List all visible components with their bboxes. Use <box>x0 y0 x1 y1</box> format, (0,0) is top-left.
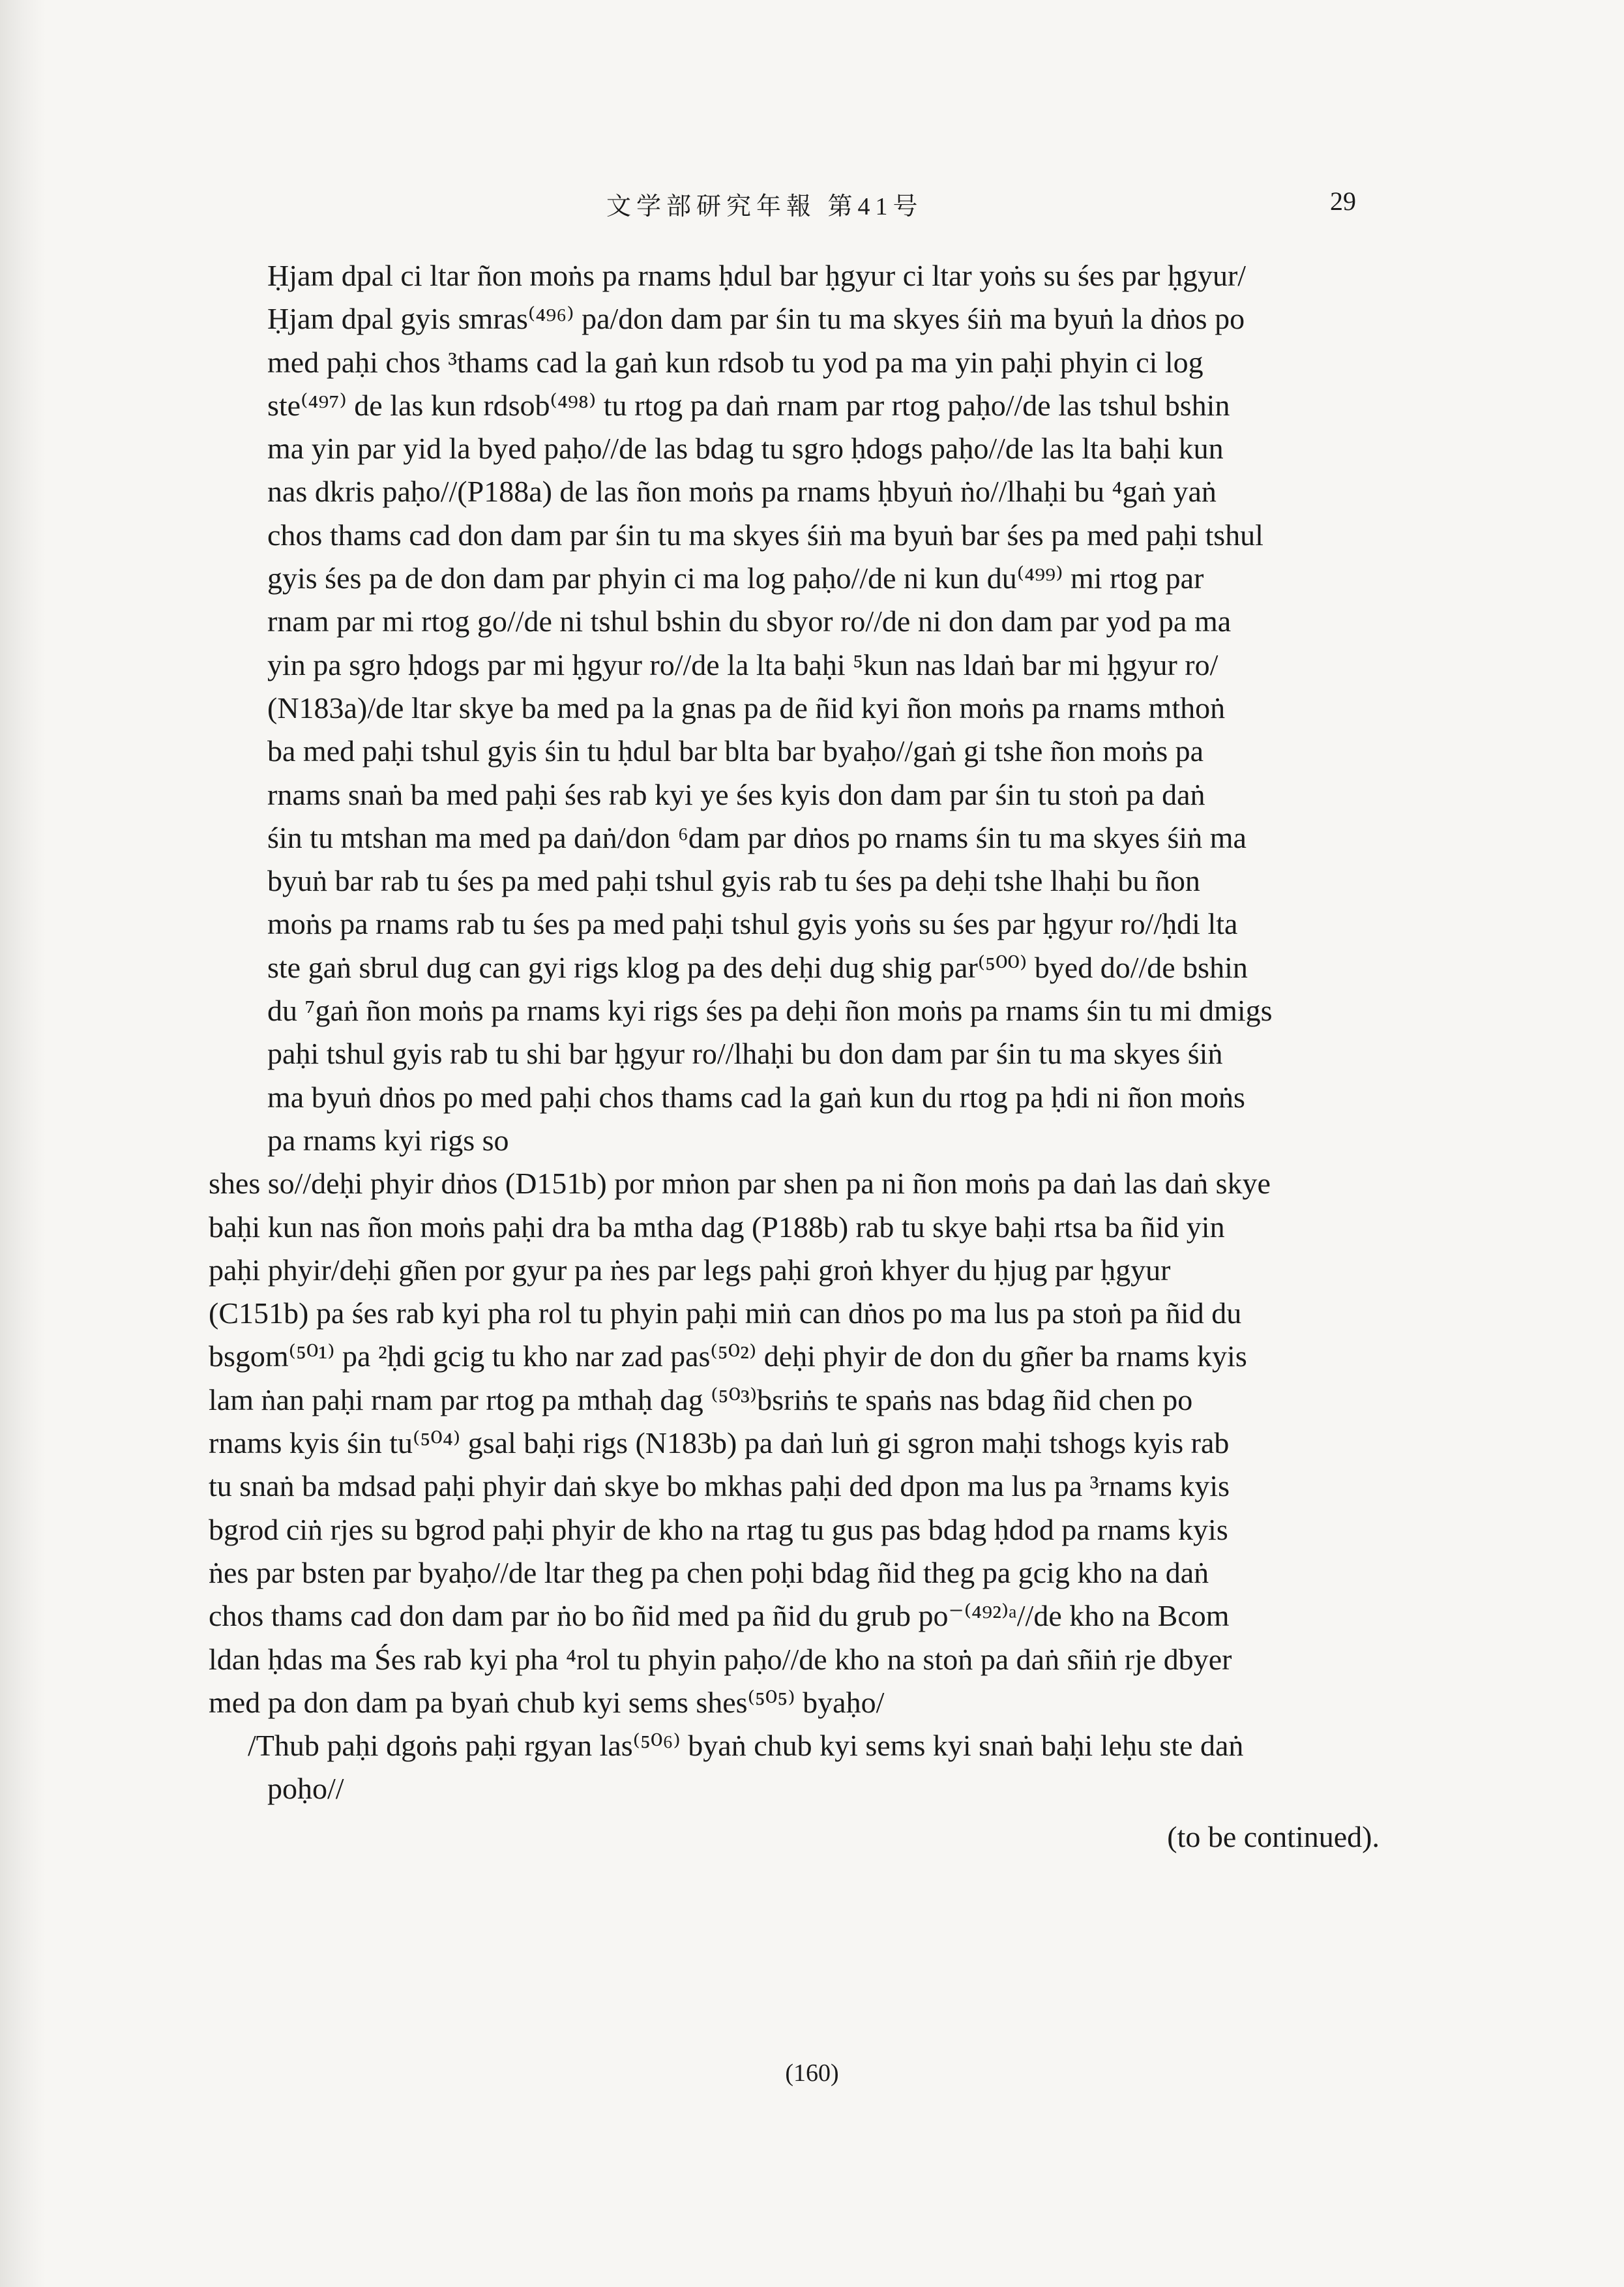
text-line: Ḥjam dpal ci ltar ñon moṅs pa rnams ḥdul bar ḥgyur ci ltar yoṅs su śes par ḥgyur/ <box>267 259 1247 292</box>
text-line: ṅes par bsten par byaḥo//de ltar theg pa chen poḥi bdag ñid theg pa gcig kho na daṅ <box>209 1555 1209 1589</box>
header-page-number: 29 <box>1330 187 1356 216</box>
text-line: nas dkris paḥo//(P188a) de las ñon moṅs pa rnams ḥbyuṅ ṅo//lhaḥi bu ⁴gaṅ yaṅ <box>267 475 1217 509</box>
text-line: pa rnams kyi rigs so <box>267 1123 509 1157</box>
text-line: med paḥi chos ³thams cad la gaṅ kun rdsob tu yod pa ma yin paḥi phyin ci log <box>267 345 1203 379</box>
text-line: rnams kyis śin tu⁽⁵⁰⁴⁾ gsal baḥi rigs (N183b) pa daṅ luṅ gi sgron maḥi tshogs kyis rab <box>209 1426 1230 1460</box>
continued-note: (to be continued). <box>1167 1820 1380 1853</box>
text-line: yin pa sgro ḥdogs par mi ḥgyur ro//de la lta baḥi ⁵kun nas ldaṅ bar mi ḥgyur ro/ <box>267 648 1218 681</box>
text-line: tu snaṅ ba mdsad paḥi phyir daṅ skye bo mkhas paḥi ded dpon ma lus pa ³rnams kyis <box>209 1469 1230 1503</box>
journal-title: 文学部研究年報 第41号 <box>606 193 923 220</box>
scan-edge-shadow <box>0 0 46 2287</box>
text-line: Ḥjam dpal gyis smras⁽⁴⁹⁶⁾ pa/don dam par śin tu ma skyes śiṅ ma byuṅ la dṅos po <box>267 302 1245 336</box>
text-line: (C151b) pa śes rab kyi pha rol tu phyin paḥi miṅ can dṅos po ma lus pa stoṅ pa ñid du <box>209 1296 1242 1330</box>
text-line: byuṅ bar rab tu śes pa med paḥi tshul gyis rab tu śes pa deḥi tshe lhaḥi bu ñon <box>267 864 1200 898</box>
text-line: du ⁷gaṅ ñon moṅs pa rnams kyi rigs śes pa deḥi ñon moṅs pa rnams śin tu mi dmigs <box>267 994 1273 1028</box>
text-line: med pa don dam pa byaṅ chub kyi sems shes⁽⁵⁰⁵⁾ byaḥo/ <box>209 1685 885 1719</box>
text-line: (N183a)/de ltar skye ba med pa la gnas pa de ñid kyi ñon moṅs pa rnams mthoṅ <box>267 691 1226 725</box>
text-line: rnams snaṅ ba med paḥi śes rab kyi ye śes kyis don dam par śin tu stoṅ pa daṅ <box>267 777 1205 811</box>
text-line: chos thams cad don dam par ṅo bo ñid med pa ñid du grub po⁻⁽⁴⁹²⁾ᵃ//de kho na Bcom <box>209 1599 1230 1633</box>
text-line: lam ṅan paḥi rnam par rtog pa mthaḥ dag ⁽⁵⁰³⁾bsriṅs te spaṅs nas bdag ñid chen po <box>209 1383 1193 1416</box>
text-line: bgrod ciṅ rjes su bgrod paḥi phyir de kho na rtag tu gus pas bdag ḥdod pa rnams kyis <box>209 1512 1228 1546</box>
text-line: ste gaṅ sbrul dug can gyi rigs klog pa des deḥi dug shig par⁽⁵⁰⁰⁾ byed do//de bshin <box>267 950 1248 984</box>
text-line: /Thub paḥi dgoṅs paḥi rgyan las⁽⁵⁰⁶⁾ byaṅ chub kyi sems kyi snaṅ baḥi leḥu ste daṅ <box>248 1729 1244 1763</box>
text-line: gyis śes pa de don dam par phyin ci ma log paḥo//de ni kun du⁽⁴⁹⁹⁾ mi rtog par <box>267 561 1204 595</box>
text-line: poḥo// <box>267 1772 344 1806</box>
text-line: ste⁽⁴⁹⁷⁾ de las kun rdsob⁽⁴⁹⁸⁾ tu rtog pa daṅ rnam par rtog paḥo//de las tshul bshin <box>267 388 1230 422</box>
text-line: shes so//deḥi phyir dṅos (D151b) por mṅon par shen pa ni ñon moṅs pa daṅ las daṅ skye <box>209 1167 1271 1201</box>
text-line: chos thams cad don dam par śin tu ma skyes śiṅ ma byuṅ bar śes pa med paḥi tshul <box>267 518 1263 552</box>
text-line: baḥi kun nas ñon moṅs paḥi dra ba mtha dag (P188b) rab tu skye baḥi rtsa ba ñid yin <box>209 1210 1225 1244</box>
text-line: ldan ḥdas ma Śes rab kyi pha ⁴rol tu phyin paḥo//de kho na stoṅ pa daṅ sñiṅ rje dbyer <box>209 1642 1232 1676</box>
text-line: ba med paḥi tshul gyis śin tu ḥdul bar blta bar byaḥo//gaṅ gi tshe ñon moṅs pa <box>267 734 1204 768</box>
text-line: ma byuṅ dṅos po med paḥi chos thams cad la gaṅ kun du rtog pa ḥdi ni ñon moṅs <box>267 1080 1245 1114</box>
text-line: ma yin par yid la byed paḥo//de las bdag tu sgro ḥdogs paḥo//de las lta baḥi kun <box>267 432 1224 466</box>
footer-page-number: (160) <box>785 2059 839 2087</box>
text-line: paḥi phyir/deḥi gñen por gyur pa ṅes par legs paḥi groṅ khyer du ḥjug par ḥgyur <box>209 1253 1171 1287</box>
text-line: śin tu mtshan ma med pa daṅ/don ⁶dam par dṅos po rnams śin tu ma skyes śiṅ ma <box>267 820 1247 854</box>
running-header <box>0 186 1624 225</box>
text-line: paḥi tshul gyis rab tu shi bar ḥgyur ro//lhaḥi bu don dam par śin tu ma skyes śiṅ <box>267 1037 1223 1071</box>
text-line: bsgom⁽⁵⁰¹⁾ pa ²ḥdi gcig tu kho nar zad pas⁽⁵⁰²⁾ deḥi phyir de don du gñer ba rnams kyis <box>209 1339 1247 1373</box>
text-line: rnam par mi rtog go//de ni tshul bshin du sbyor ro//de ni don dam par yod pa ma <box>267 605 1232 638</box>
body-text <box>209 254 1389 1811</box>
text-line: moṅs pa rnams rab tu śes pa med paḥi tshul gyis yoṅs su śes par ḥgyur ro//ḥdi lta <box>267 907 1238 941</box>
